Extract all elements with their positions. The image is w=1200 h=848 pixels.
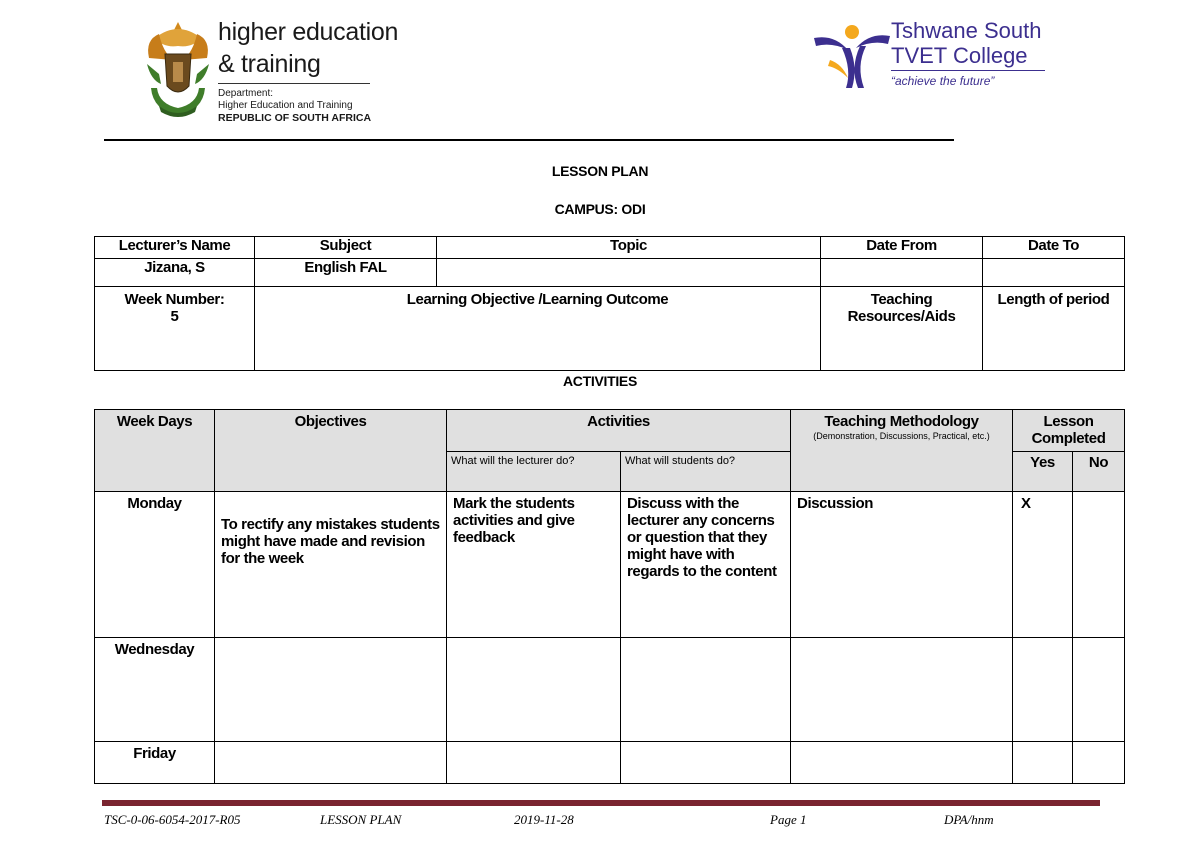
footer-reference: DPA/hnm [944,812,994,827]
lecturer-name-value: Jizana, S [95,259,255,287]
date-to-header: Date To [983,237,1125,259]
completed-no-cell [1073,638,1125,742]
objective-cell: To rectify any mistakes students might have made and revision for the week [215,492,447,638]
date-from-value [821,259,983,287]
date-to-value [983,259,1125,287]
dhet-logo-text [218,16,399,124]
week-days-header: Week Days [95,410,215,492]
tvet-line1: Tshwane South [891,18,1042,43]
objectives-header: Objectives [215,410,447,492]
footer-page-number: Page 1 [770,812,807,827]
completed-yes-cell [1013,742,1073,784]
completed-no-cell [1073,742,1125,784]
teaching-resources-header: Teaching Resources/Aids [821,287,983,371]
methodology-cell: Discussion [791,492,1013,638]
dhet-dept-name: Higher Education and Training [218,100,353,111]
dhet-country: REPUBLIC OF SOUTH AFRICA [218,112,372,124]
lecturer-activity-cell [447,742,621,784]
student-activity-cell [621,638,791,742]
coat-of-arms-logo [143,18,213,122]
info-value-row [95,259,1125,287]
week-number-cell [95,287,255,371]
lecturer-activity-cell: Mark the students activities and give feedback [447,492,621,638]
tvet-college-emblem [812,20,892,90]
methodology-cell [791,742,1013,784]
footer-document-name: LESSON PLAN [320,812,402,827]
subject-header: Subject [255,237,437,259]
campus-label: CAMPUS: ODI [554,201,646,217]
teaching-methodology-header [791,410,1013,492]
table-row [95,492,1125,638]
no-header: No [1073,452,1125,492]
teaching-methodology-label: Teaching Methodology [824,413,979,430]
day-cell: Friday [95,742,215,784]
dhet-line2: & training [218,50,321,78]
methodology-cell [791,638,1013,742]
tvet-logo-text [891,18,1051,88]
topic-value [437,259,821,287]
week-number-label: Week Number: [124,291,225,308]
objective-cell [215,638,447,742]
lesson-info-table [94,236,1125,371]
day-cell: Monday [95,492,215,638]
day-cell: Wednesday [95,638,215,742]
footer-date: 2019-11-28 [514,812,574,827]
dhet-rule [218,83,370,84]
subject-value: English FAL [255,259,437,287]
header-divider [104,139,954,141]
completed-yes-cell [1013,638,1073,742]
tvet-rule [891,70,1045,71]
footer-document-code: TSC-0-06-6054-2017-R05 [104,812,241,827]
week-number-value: 5 [170,308,179,325]
lecturer-name-header: Lecturer’s Name [95,237,255,259]
document-title: LESSON PLAN [551,163,649,179]
lecturer-do-header: What will the lecturer do? [447,452,621,492]
activities-heading: ACTIVITIES [562,373,637,389]
students-do-header: What will students do? [621,452,791,492]
student-activity-cell [621,742,791,784]
dhet-dept: Department: [218,88,274,99]
info-header-row [95,237,1125,259]
lecturer-activity-cell [447,638,621,742]
student-activity-cell: Discuss with the lecturer any concerns or question that they might have with regards to the content [621,492,791,638]
tvet-tagline: “achieve the future” [891,74,995,88]
completed-no-cell [1073,492,1125,638]
teaching-methodology-note: (Demonstration, Discussions, Practical, etc.) [813,431,990,441]
activities-header: Activities [447,410,791,452]
learning-objective-header: Learning Objective /Learning Outcome [255,287,821,371]
table-row [95,742,1125,784]
activities-table [94,409,1125,784]
date-from-header: Date From [821,237,983,259]
tvet-line2: TVET College [891,43,1028,68]
activities-header-row [95,410,1125,452]
info-objective-row [95,287,1125,371]
footer-bar [102,800,1100,806]
table-row [95,638,1125,742]
length-of-period-header: Length of period [983,287,1125,371]
dhet-line1: higher education [218,18,399,46]
completed-yes-cell: X [1013,492,1073,638]
objective-cell [215,742,447,784]
lesson-completed-header: Lesson Completed [1013,410,1125,452]
topic-header: Topic [437,237,821,259]
yes-header: Yes [1013,452,1073,492]
